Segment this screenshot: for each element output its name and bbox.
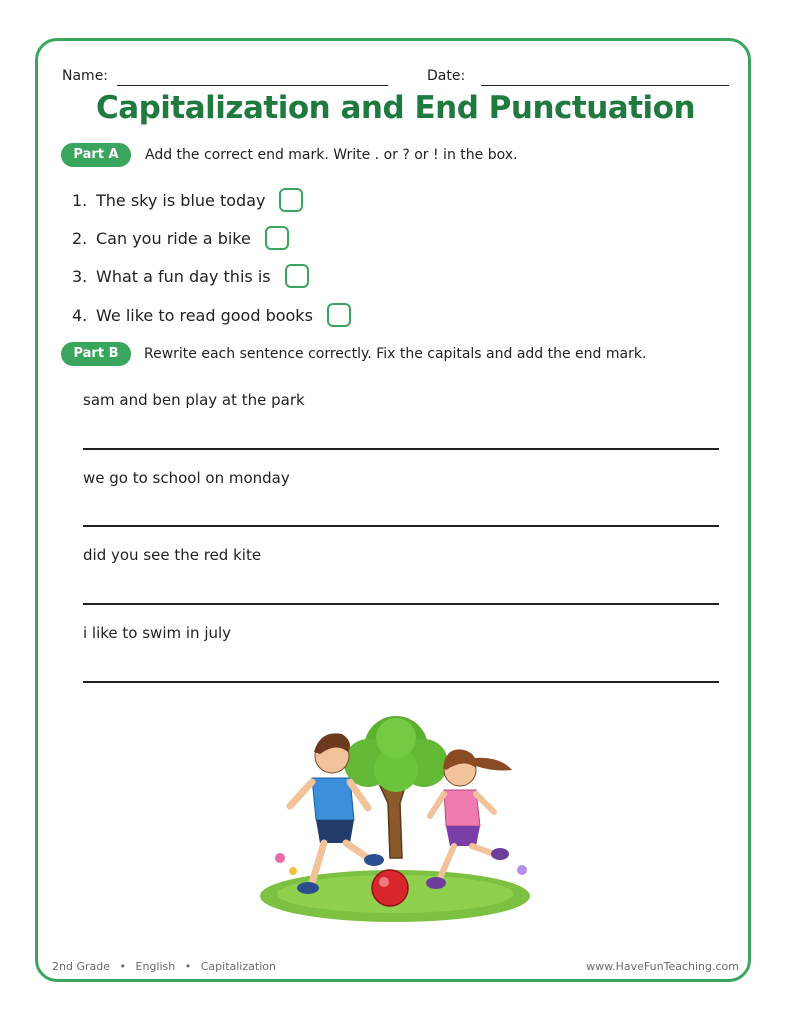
part-a-instruction: Add the correct end mark. Write . or ? or ! in the box. [145,147,518,163]
answer-box[interactable] [265,226,289,250]
worksheet-title: Capitalization and End Punctuation [95,90,696,126]
sentence-2: we go to school on monday [83,469,290,487]
writing-line[interactable] [83,681,719,683]
date-line[interactable] [481,85,729,86]
footer-tags [52,960,276,973]
footer-website-link[interactable]: www.HaveFunTeaching.com [586,960,739,973]
name-label: Name: [62,68,109,84]
footer-grade: 2nd Grade [52,960,110,973]
question-2 [72,226,289,250]
footer-topic: Capitalization [200,960,276,973]
writing-line[interactable] [83,448,719,450]
footer-separator: • [119,960,126,973]
part-b-instruction: Rewrite each sentence correctly. Fix the capitals and add the end mark. [144,346,647,362]
question-number: 3. [72,266,88,286]
question-text: The sky is blue today [96,190,266,210]
answer-box[interactable] [285,264,309,288]
writing-line[interactable] [83,525,719,527]
question-3 [72,264,309,288]
writing-line[interactable] [83,603,719,605]
question-number: 4. [72,305,88,325]
sentence-1: sam and ben play at the park [83,391,305,409]
question-text: We like to read good books [96,305,313,325]
question-4 [72,303,351,327]
part-a-badge: Part A [61,143,131,167]
question-number: 1. [72,190,88,210]
question-text: What a fun day this is [96,266,271,286]
answer-box[interactable] [279,188,303,212]
date-label: Date: [427,68,466,84]
question-1 [72,188,303,212]
footer-separator: • [184,960,192,973]
part-b-badge: Part B [61,342,131,366]
sentence-3: did you see the red kite [83,546,262,564]
question-text: Can you ride a bike [96,228,251,248]
footer-subject: English [135,960,176,973]
question-number: 2. [72,228,88,248]
name-line[interactable] [117,85,388,86]
answer-box[interactable] [327,303,351,327]
children-playing-illustration [250,708,540,923]
sentence-4: i like to swim in july [83,624,232,642]
